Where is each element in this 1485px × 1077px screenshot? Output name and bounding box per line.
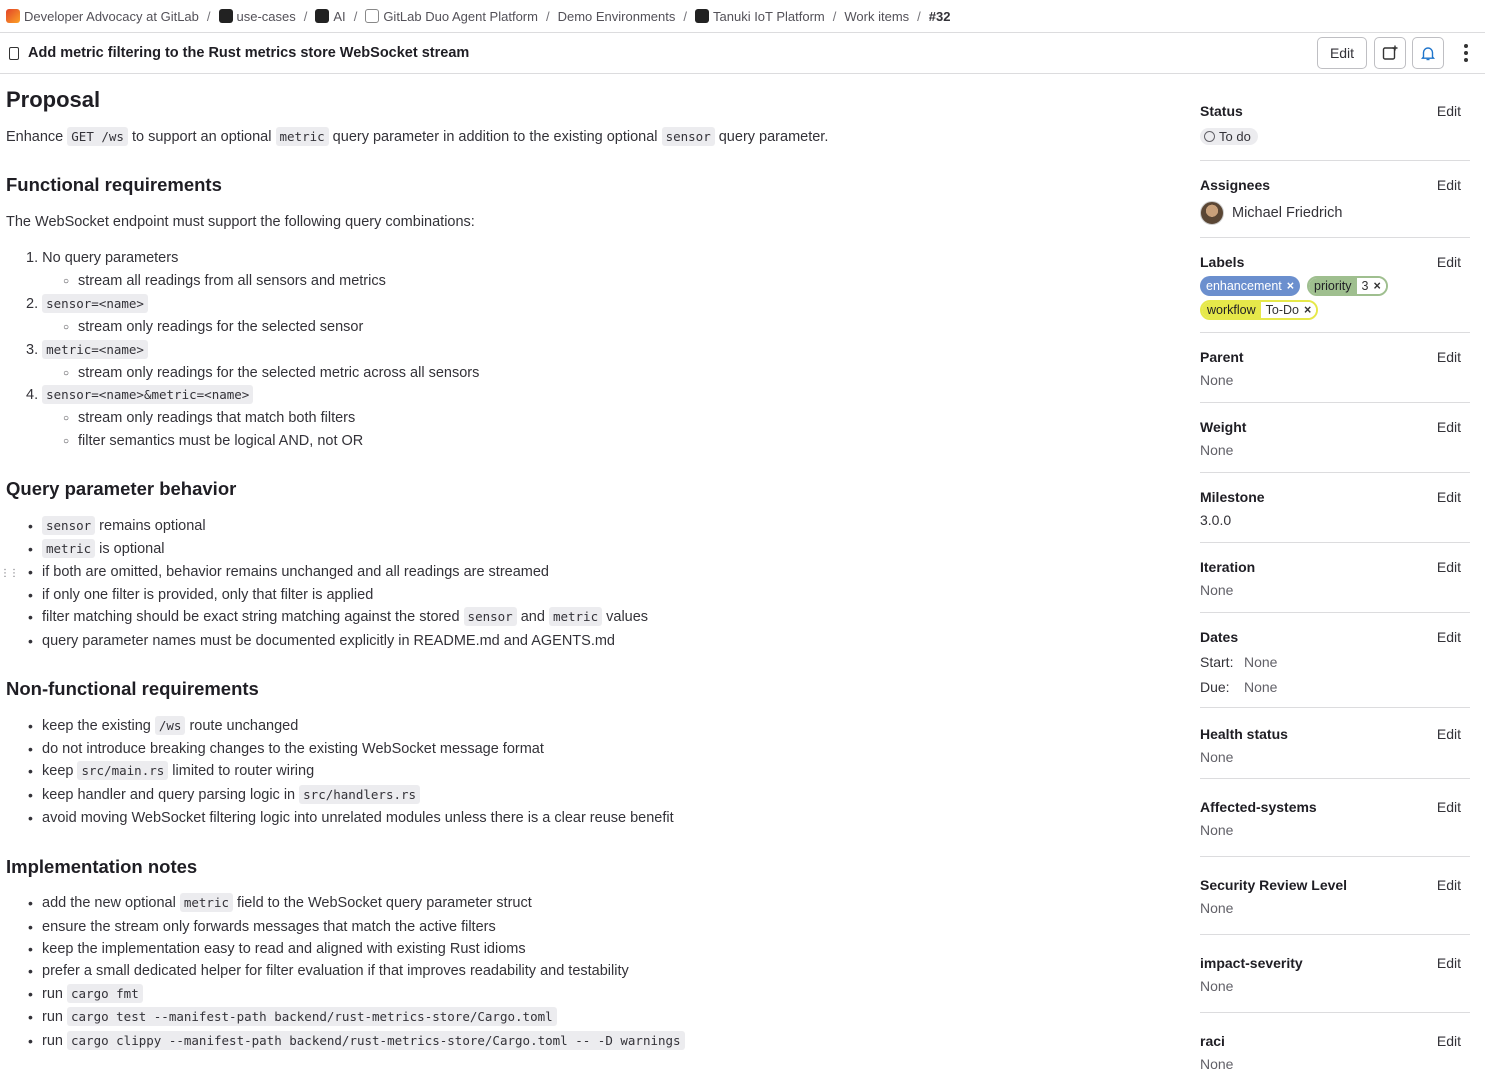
raci-edit-button[interactable]: Edit (1436, 1033, 1461, 1049)
breadcrumb-label: Developer Advocacy at GitLab (24, 8, 199, 24)
text-segment: query parameter names must be documented explicitly in README.md and AGENTS.md (42, 633, 615, 649)
sub-list-item: ○ stream all readings from all sensors and metrics (78, 273, 386, 289)
remove-label-icon[interactable]: × (1286, 279, 1295, 293)
text-segment: if only one filter is provided, only that filter is applied (42, 587, 374, 603)
parent-section (1200, 333, 1470, 403)
inline-code: sensor (662, 127, 715, 146)
list-item (42, 986, 143, 1002)
status-edit-button[interactable]: Edit (1436, 103, 1461, 119)
affected-systems-section (1200, 779, 1470, 857)
sub-list-item: ○ filter semantics must be logical AND, not OR (78, 433, 363, 449)
health-title: Health status (1200, 726, 1288, 742)
list-item-label: sensor=<name>&metric=<name> (42, 385, 253, 404)
list-item (42, 895, 532, 911)
text-segment: keep handler and query parsing logic in (42, 787, 300, 803)
text-segment: values (602, 609, 649, 625)
group-avatar-icon (315, 9, 329, 23)
list-number: 2. (26, 296, 43, 312)
text-segment: keep the existing (42, 718, 155, 734)
text-segment: avoid moving WebSocket filtering logic into unrelated modules unless there is a clear reuse benefit (42, 810, 674, 826)
raci-title: raci (1200, 1033, 1225, 1049)
text-segment: filter matching should be exact string matching against the stored (42, 609, 464, 625)
breadcrumb-label: AI (333, 8, 346, 24)
list-item (42, 518, 206, 534)
list-item (42, 963, 629, 979)
affected-systems-value: None (1200, 822, 1234, 838)
iteration-section (1200, 543, 1470, 613)
health-section (1200, 708, 1470, 779)
dates-edit-button[interactable]: Edit (1436, 629, 1461, 645)
list-item-label: sensor=<name> (42, 294, 148, 313)
text-segment: run (42, 1009, 67, 1025)
inline-code: cargo test --manifest-path backend/rust-metrics-store/Cargo.toml (67, 1007, 557, 1026)
breadcrumb-separator: / (303, 8, 308, 24)
heading-nonfunctional: Non-functional requirements (6, 678, 259, 699)
inline-code: sensor (42, 516, 95, 535)
text-segment: if both are omitted, behavior remains unchanged and all readings are streamed (42, 564, 549, 580)
list-number: 3. (26, 342, 43, 358)
impact-severity-edit-button[interactable]: Edit (1436, 955, 1461, 971)
add-todo-button[interactable] (1374, 37, 1406, 69)
list-item (26, 296, 148, 312)
list-item (26, 387, 253, 403)
labels-section (1200, 238, 1470, 333)
work-item-title: Add metric filtering to the Rust metrics store WebSocket stream (28, 45, 470, 61)
breadcrumb-item[interactable] (365, 9, 538, 24)
text-segment: field to the WebSocket query parameter struct (233, 895, 532, 911)
breadcrumb-separator: / (832, 8, 837, 24)
breadcrumb-label: Work items (844, 8, 910, 24)
inline-code: sensor (464, 607, 517, 626)
inline-code: src/handlers.rs (299, 785, 420, 804)
status-circle-icon (1204, 131, 1215, 142)
raci-section (1200, 1013, 1470, 1077)
drag-handle-icon[interactable]: ⋮⋮ (0, 568, 18, 579)
security-review-section (1200, 857, 1470, 935)
assignees-section (1200, 161, 1470, 238)
label-priority-key: priority (1309, 278, 1357, 294)
breadcrumb-separator: / (545, 8, 550, 24)
group-avatar-icon (365, 9, 379, 23)
list-item (42, 633, 615, 649)
text-segment: ensure the stream only forwards messages that match the active filters (42, 919, 496, 935)
parent-value: None (1200, 372, 1234, 388)
text-segment: prefer a small dedicated helper for filter evaluation if that improves readability and testability (42, 963, 629, 979)
labels-edit-button[interactable]: Edit (1436, 254, 1461, 270)
labels-title: Labels (1200, 254, 1245, 270)
issue-type-icon (9, 47, 19, 60)
label-enhancement-text: enhancement (1206, 279, 1282, 293)
dates-title: Dates (1200, 629, 1239, 645)
breadcrumb-label: use-cases (236, 8, 296, 24)
list-item (42, 919, 496, 935)
breadcrumb-item[interactable] (6, 9, 199, 24)
start-date-row (1200, 654, 1278, 670)
text-segment: route unchanged (185, 718, 299, 734)
iteration-title: Iteration (1200, 559, 1256, 575)
heading-functional: Functional requirements (6, 174, 222, 195)
inline-code: /ws (155, 716, 186, 735)
inline-code: metric (42, 539, 95, 558)
breadcrumb-item[interactable] (929, 9, 951, 24)
label-enhancement[interactable] (1200, 276, 1300, 296)
milestone-edit-button[interactable]: Edit (1436, 489, 1461, 505)
inline-code: GET /ws (67, 127, 128, 146)
impact-severity-value: None (1200, 978, 1234, 994)
sub-list-item: ○ stream only readings that match both filters (78, 410, 355, 426)
due-date-row (1200, 679, 1278, 695)
more-actions-button[interactable] (1452, 37, 1480, 69)
label-priority[interactable] (1307, 276, 1388, 296)
text-segment: limited to router wiring (168, 763, 315, 779)
breadcrumb-separator: / (353, 8, 358, 24)
list-item (26, 342, 148, 358)
health-value: None (1200, 749, 1234, 765)
due-date-label: Due: (1200, 679, 1230, 695)
parent-edit-button[interactable]: Edit (1436, 349, 1461, 365)
assignee-name: Michael Friedrich (1232, 205, 1343, 221)
group-avatar-icon (6, 9, 20, 23)
breadcrumb (0, 0, 1485, 33)
list-item (42, 609, 648, 625)
security-review-title: Security Review Level (1200, 877, 1348, 893)
start-date-label: Start: (1200, 654, 1234, 670)
list-number: 1. (26, 250, 43, 266)
list-item-label: No query parameters (42, 250, 179, 266)
parent-title: Parent (1200, 349, 1244, 365)
weight-section (1200, 403, 1470, 473)
security-review-value: None (1200, 900, 1234, 916)
remove-label-icon[interactable]: × (1303, 303, 1312, 317)
text-segment: remains optional (95, 518, 206, 534)
functional-intro: The WebSocket endpoint must support the following query combinations: (6, 214, 475, 230)
breadcrumb-separator: / (206, 8, 211, 24)
list-item (42, 787, 420, 803)
edit-button[interactable]: Edit (1317, 37, 1367, 69)
text-segment: query parameter in addition to the existing optional (328, 129, 662, 145)
text-segment: run (42, 1033, 67, 1049)
status-value: To do (1219, 129, 1251, 144)
inline-code: metric (276, 127, 329, 146)
list-item-label: metric=<name> (42, 340, 148, 359)
list-item (42, 718, 298, 734)
label-workflow-value-text: To-Do (1265, 303, 1299, 317)
list-item (42, 941, 526, 957)
assignees-edit-button[interactable]: Edit (1436, 177, 1461, 193)
text-segment: is optional (95, 541, 165, 557)
inline-code: src/main.rs (77, 761, 168, 780)
raci-value: None (1200, 1056, 1234, 1072)
proposal-paragraph (6, 129, 828, 145)
list-number: 4. (26, 387, 43, 403)
breadcrumb-label: Tanuki IoT Platform (713, 8, 825, 24)
text-segment: Enhance (6, 129, 68, 145)
sub-list-item: ○ stream only readings for the selected metric across all sensors (78, 365, 479, 381)
iteration-edit-button[interactable]: Edit (1436, 559, 1461, 575)
breadcrumb-label: #32 (928, 8, 951, 24)
assignee[interactable] (1200, 201, 1342, 225)
dates-section (1200, 613, 1470, 708)
label-priority-value-text: 3 (1361, 279, 1369, 293)
avatar (1200, 201, 1224, 225)
text-segment: keep the implementation easy to read and aligned with existing Rust idioms (42, 941, 526, 957)
breadcrumb-item[interactable] (558, 9, 676, 24)
text-segment: to support an optional (127, 129, 276, 145)
list-item (42, 541, 164, 557)
heading-query: Query parameter behavior (6, 478, 237, 499)
inline-code: metric (549, 607, 602, 626)
inline-code: metric (180, 893, 233, 912)
health-edit-button[interactable]: Edit (1436, 726, 1461, 742)
milestone-section (1200, 473, 1470, 543)
status-section (1200, 94, 1470, 161)
milestone-title: Milestone (1200, 489, 1265, 505)
list-item (42, 1009, 557, 1025)
due-date-value: None (1244, 679, 1278, 695)
status-title: Status (1200, 103, 1243, 119)
ellipsis-vertical-icon (1464, 44, 1468, 62)
label-workflow-value (1261, 302, 1317, 318)
work-item-header (0, 33, 1485, 74)
milestone-value[interactable]: 3.0.0 (1200, 512, 1232, 528)
group-avatar-icon (695, 9, 709, 23)
list-item (42, 1033, 685, 1049)
breadcrumb-label: GitLab Duo Agent Platform (383, 8, 538, 24)
heading-proposal: Proposal (6, 87, 101, 112)
weight-title: Weight (1200, 419, 1247, 435)
iteration-value: None (1200, 582, 1234, 598)
weight-value: None (1200, 442, 1234, 458)
assignees-title: Assignees (1200, 177, 1271, 193)
text-segment: run (42, 986, 67, 1002)
breadcrumb-separator: / (683, 8, 687, 24)
list-item (42, 741, 544, 757)
text-segment: keep (42, 763, 78, 779)
sub-list-item: ○ stream only readings for the selected sensor (78, 319, 363, 335)
label-workflow[interactable] (1200, 300, 1318, 320)
list-item (42, 564, 549, 580)
breadcrumb-item[interactable] (315, 9, 345, 24)
text-segment: query parameter. (714, 129, 829, 145)
group-avatar-icon (219, 9, 233, 23)
bell-icon (1421, 46, 1435, 61)
list-item (42, 587, 373, 603)
todo-add-icon (1382, 45, 1398, 61)
breadcrumb-separator: / (917, 8, 921, 24)
breadcrumb-item[interactable] (219, 9, 296, 24)
security-review-edit-button[interactable]: Edit (1436, 877, 1461, 893)
breadcrumb-item[interactable] (844, 9, 909, 24)
text-segment: do not introduce breaking changes to the existing WebSocket message format (42, 741, 544, 757)
affected-systems-title: Affected-systems (1200, 799, 1317, 815)
label-workflow-key: workflow (1202, 302, 1261, 318)
heading-implementation: Implementation notes (6, 856, 198, 877)
impact-severity-title: impact-severity (1200, 955, 1303, 971)
breadcrumb-item[interactable] (695, 9, 825, 24)
text-segment: and (516, 609, 549, 625)
weight-edit-button[interactable]: Edit (1436, 419, 1461, 435)
status-badge (1200, 128, 1258, 145)
list-item (42, 810, 674, 826)
label-priority-value (1357, 278, 1386, 294)
list-item (42, 763, 314, 779)
remove-label-icon[interactable]: × (1373, 279, 1381, 293)
inline-code: cargo clippy --manifest-path backend/rust-metrics-store/Cargo.toml -- -D warnings (67, 1031, 685, 1050)
affected-systems-edit-button[interactable]: Edit (1436, 799, 1461, 815)
impact-severity-section (1200, 935, 1470, 1013)
text-segment: add the new optional (42, 895, 180, 911)
start-date-value: None (1244, 654, 1278, 670)
breadcrumb-label: Demo Environments (557, 8, 676, 24)
notifications-button[interactable] (1412, 37, 1444, 69)
inline-code: cargo fmt (67, 984, 143, 1003)
list-item (26, 250, 178, 266)
